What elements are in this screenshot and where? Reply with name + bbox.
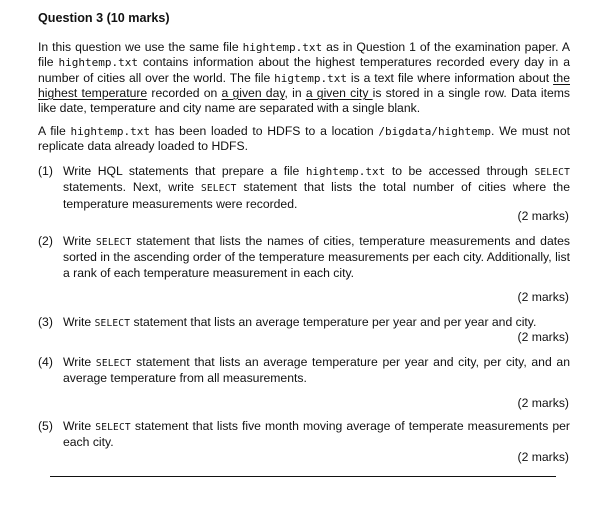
intro-paragraph-1	[38, 40, 570, 116]
filename: hightemp.txt	[305, 165, 386, 178]
question-heading: Question 3 (10 marks)	[38, 11, 170, 25]
marks-label: (2 marks)	[517, 209, 569, 223]
text: . We must not replicate data already loaded to HDFS.	[38, 124, 570, 154]
text: Write	[63, 355, 96, 369]
horizontal-divider	[50, 476, 556, 477]
text: statements. Next, write	[63, 180, 201, 195]
text: is stored in a single row. Data items like date, temperature and city name are separated with a single blank.	[38, 85, 571, 116]
text: to be accessed through	[385, 164, 535, 178]
text: A file	[38, 124, 71, 138]
text: has been loaded to HDFS to a location	[150, 124, 379, 138]
filename: higtemp.txt	[274, 71, 347, 85]
text: Write	[63, 419, 96, 433]
marks-label: (2 marks)	[517, 450, 569, 464]
underlined-text: a given city	[305, 85, 373, 100]
question-text	[63, 419, 570, 451]
sql-keyword: SELECT	[95, 422, 131, 433]
question-number: (4)	[38, 355, 53, 369]
question-4	[38, 355, 570, 387]
question-5	[38, 419, 570, 451]
text: statement that lists an average temperature per year and per year and city.	[130, 315, 537, 329]
sql-keyword: SELECT	[534, 167, 570, 178]
text: is a text file where information about	[347, 70, 554, 85]
question-number: (1)	[38, 164, 53, 178]
intro-paragraph-2	[38, 124, 570, 155]
text: contains information about the highest temperatures recorded every day in a number of cities all over the world. The file	[38, 55, 571, 85]
question-1	[38, 164, 570, 212]
question-number: (2)	[38, 234, 53, 248]
text: statement that lists the total number of cities where the temperature measurements were recorded.	[63, 180, 570, 211]
marks-label: (2 marks)	[517, 330, 569, 344]
text: In this question we use the same file	[38, 40, 243, 54]
text: , in	[284, 85, 306, 100]
sql-keyword: SELECT	[200, 183, 237, 195]
question-number: (5)	[38, 419, 53, 433]
hdfs-path: /bigdata/hightemp	[378, 125, 491, 138]
question-3	[38, 315, 570, 331]
sql-keyword: SELECT	[95, 237, 132, 248]
text: Write	[63, 234, 96, 248]
text: statement that lists the names of cities, temperature measurements and dates sorted in the ascending order of the temperature measurements per each city. Additionally, list a rank of each temperature measurement in each city.	[63, 234, 570, 280]
text: recorded on	[147, 85, 222, 100]
filename: hightemp.txt	[58, 56, 138, 70]
sql-keyword: SELECT	[94, 318, 131, 329]
text: statement that lists an average temperature per year and city, per city, and an average temperature from all measurements.	[63, 355, 570, 386]
marks-label: (2 marks)	[517, 396, 569, 410]
question-text	[63, 355, 570, 387]
question-2	[38, 234, 570, 281]
question-text	[63, 234, 570, 281]
question-number: (3)	[38, 315, 53, 329]
filename: hightemp.txt	[70, 125, 151, 138]
question-text	[63, 315, 570, 331]
text: statement that lists five month moving average of temperate measurements per each city.	[63, 419, 570, 450]
marks-label: (2 marks)	[517, 290, 569, 304]
underlined-text: the highest temperature	[38, 70, 570, 100]
filename: hightemp.txt	[242, 41, 323, 54]
text: Write HQL statements that prepare a file	[63, 164, 306, 178]
text: Write	[63, 315, 95, 329]
underlined-text: a given day	[221, 85, 285, 100]
text: as in Question 1 of the examination paper. A file	[38, 40, 570, 70]
sql-keyword: SELECT	[95, 358, 132, 369]
question-text	[63, 164, 570, 212]
